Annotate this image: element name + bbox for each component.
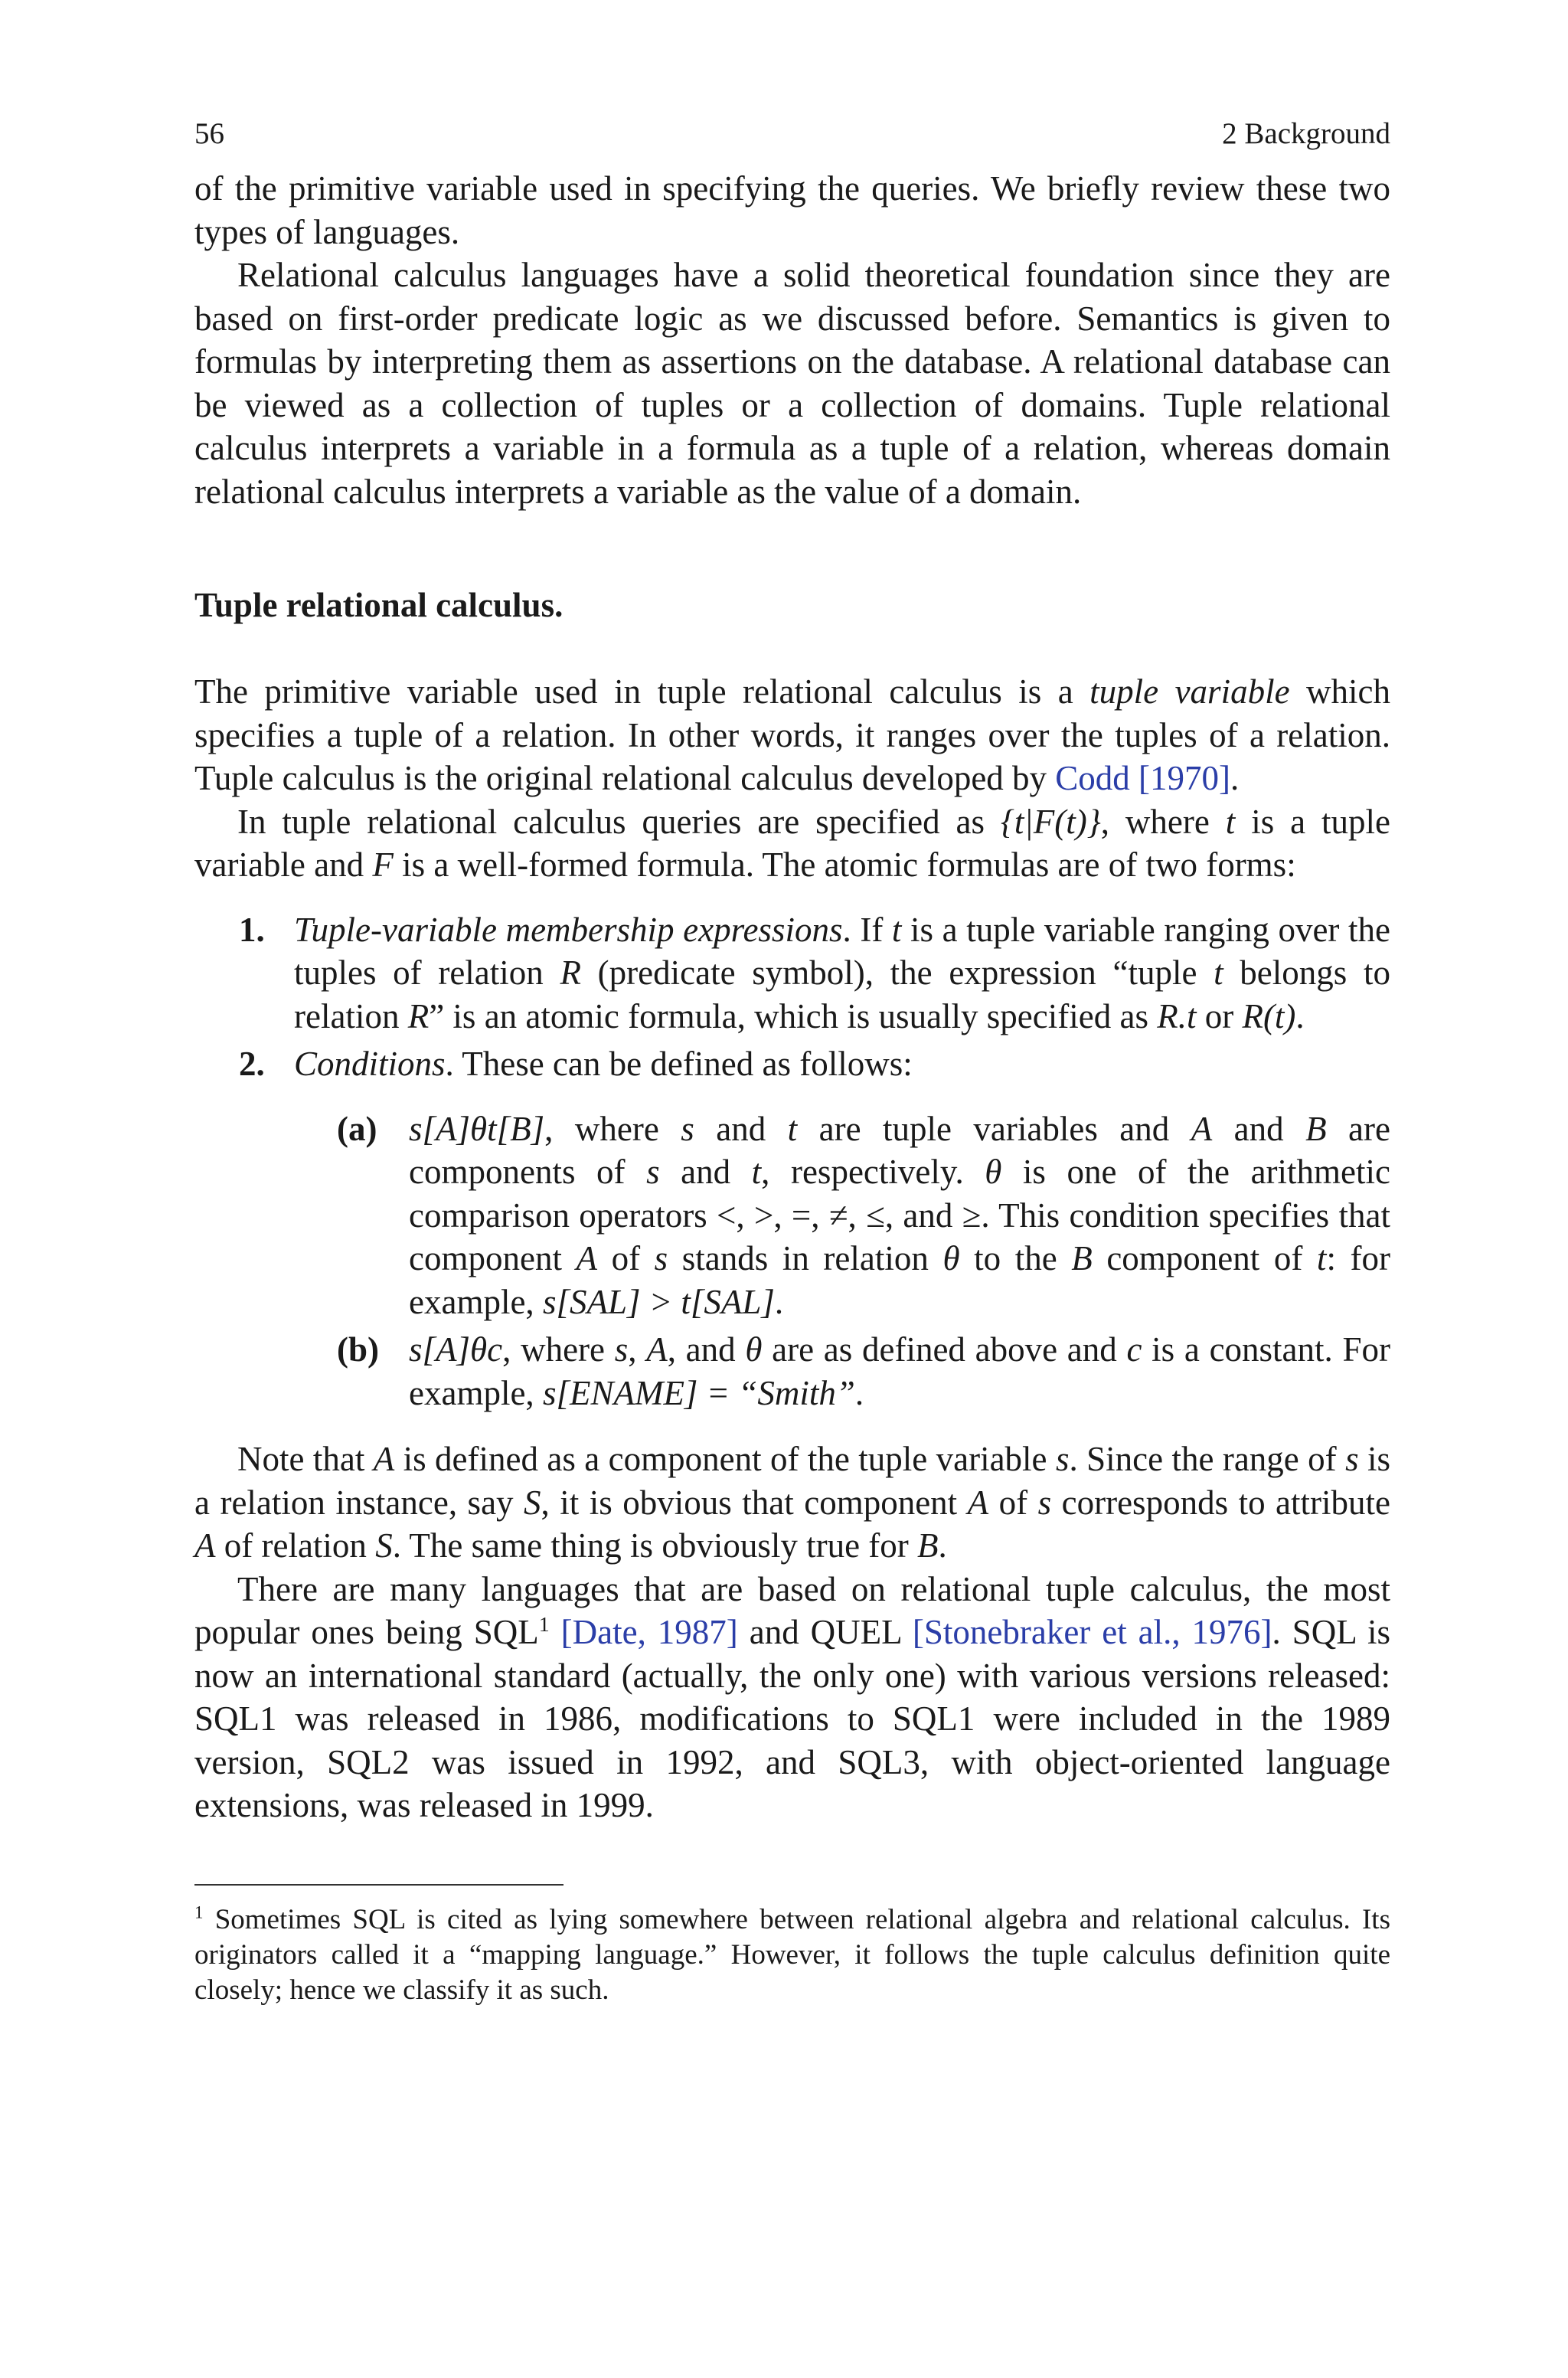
paragraph-1: of the primitive variable used in specifying the queries. We briefly review these two types of languages.	[194, 169, 1390, 251]
page-number: 56	[194, 117, 224, 150]
chapter-title: 2 Background	[1222, 117, 1390, 150]
atomic-formula-list	[194, 908, 1390, 1086]
section-heading: Tuple relational calculus.	[194, 586, 564, 624]
list-number: 2.	[239, 1045, 265, 1083]
paragraph-5: Note that A is defined as a component of the tuple variable s. Since the range of s is a relation instance, say S, it is obvious that component A of s corresponds to attribute A of relation S. The same thing is obviously true for B.	[194, 1440, 1390, 1565]
footnote-divider	[194, 1884, 564, 1886]
citation-link[interactable]: [Stonebraker et al., 1976]	[912, 1613, 1272, 1651]
paragraph-6: There are many languages that are based on relational tuple calculus, the most popular ones being SQL$^1$ [Date, 1987] and QUEL [Stonebraker et al., 1976]. SQL is now an international standard (actually, the only one) with various versions released: SQL1 was released in 1986, modifications to SQL1 were included in the 1989 version, SQL2 was issued in 1992, and SQL3, with object-oriented language extensions, was released in 1999.	[194, 1569, 1391, 1824]
list-item: 1. Tuple-variable membership expressions. If t is a tuple variable ranging over the tuples of relation R (predicate symbol), the expression “tuple t belongs to relation R” is an atomic formula, which is usually specified as R.t or R(t).	[194, 908, 1390, 1039]
math-expression: {t|F(t)}	[1000, 802, 1101, 841]
page	[194, 115, 1390, 2008]
footnote-marker[interactable]: 1	[538, 1613, 550, 1637]
body-text	[194, 167, 1390, 1827]
footnote-number: 1	[194, 1902, 204, 1922]
paragraph-4: In tuple relational calculus queries are specified as {t|F(t)}, where t is a tuple variable and F is a well-formed formula. The atomic formulas are of two forms:	[194, 802, 1390, 884]
sublist-item: (b) s[A]θc, where s, A, and θ are as defined above and c is a constant. For example, s[ENAME] = “Smith”.	[194, 1328, 1390, 1415]
paragraph-3: The primitive variable used in tuple relational calculus is a tuple variable which specifies a tuple of a relation. In other words, it ranges over the tuples of a relation. Tuple calculus is the original relational calculus developed by Codd [1970].	[194, 672, 1390, 797]
list-number: 1.	[239, 910, 265, 949]
citation-link[interactable]: Codd [1970]	[1055, 759, 1231, 797]
citation-link[interactable]: [Date, 1987]	[560, 1613, 738, 1651]
sublist-label: (b)	[337, 1330, 379, 1369]
paragraph-2: Relational calculus languages have a solid theoretical foundation since they are based on first-order predicate logic as we discussed before. Semantics is given to formulas by interpreting them as assertions on the database. A relational database can be viewed as a collection of tuples or a collection of domains. Tuple relational calculus interprets a variable in a formula as a tuple of a relation, whereas domain relational calculus interprets a variable as the value of a domain.	[194, 256, 1390, 511]
condition-sublist	[194, 1107, 1390, 1415]
sublist-label: (a)	[337, 1109, 377, 1148]
running-head	[194, 115, 1390, 153]
footnote: $^1$ Sometimes SQL is cited as lying somewhere between relational algebra and relational calculus. Its originators called it a “mapping language.” However, it follows the tuple calculus definition quite closely; hence we classify it as such.	[194, 1902, 1390, 2006]
list-item: 2. Conditions. These can be defined as follows:	[194, 1042, 1390, 1086]
sublist-item: (a) s[A]θt[B], where s and t are tuple variables and A and B are components of s and t, respectively. θ is one of the arithmetic comparison operators <, >, =, ≠, ≤, and ≥. This condition specifies that component A of s stands in relation θ to the B component of t: for example, s[SAL] > t[SAL].	[194, 1107, 1390, 1324]
